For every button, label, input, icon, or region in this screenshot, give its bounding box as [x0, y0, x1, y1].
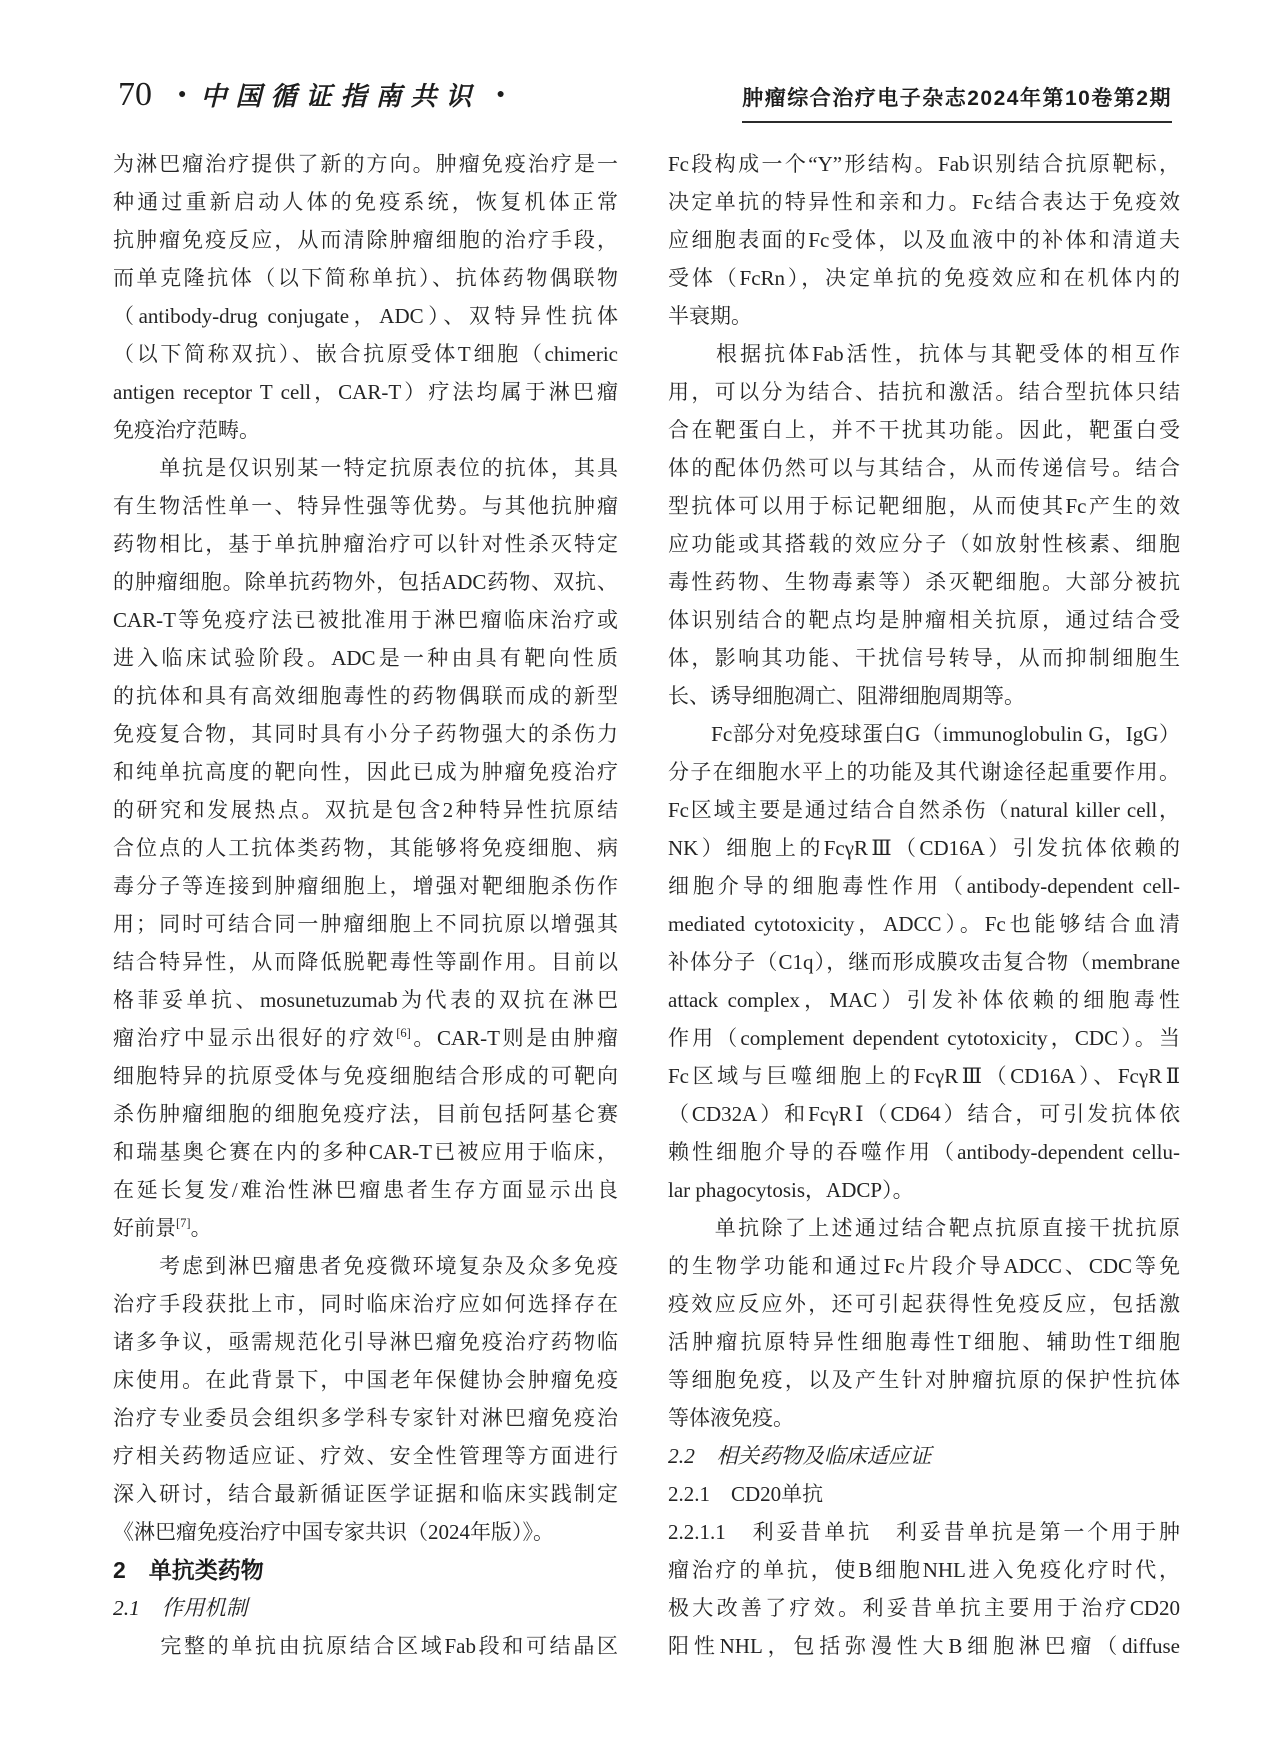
text-line: 分子在细胞水平上的功能及其代谢途径起重要作用。 [668, 760, 1180, 784]
text-line: 的研究和发展热点。双抗是包含2种特异性抗原结 [113, 798, 618, 822]
page-number: 70 [118, 76, 152, 113]
text-line: 种通过重新启动人体的免疫系统，恢复机体正常 [113, 190, 618, 214]
section-heading: 2 单抗类药物 [113, 1557, 264, 1583]
text-line: Fc段构成一个“Y”形结构。Fab识别结合抗原靶标， [668, 152, 1180, 176]
journal-issue-info: 肿瘤综合治疗电子杂志2024年第10卷第2期 [742, 82, 1172, 123]
text-line: 结合特异性，从而降低脱靶毒性等副作用。目前以 [113, 950, 618, 974]
text-line: 为淋巴瘤治疗提供了新的方向。肿瘤免疫治疗是一 [113, 152, 618, 176]
text-line: 阳性NHL，包括弥漫性大B细胞淋巴瘤（diffuse [668, 1634, 1180, 1658]
text-line: 在延长复发/难治性淋巴瘤患者生存方面显示出良 [113, 1178, 618, 1202]
text-line: 用，可以分为结合、拮抗和激活。结合型抗体只结 [668, 380, 1180, 404]
text-line: 应细胞表面的Fc受体，以及血液中的补体和清道夫 [668, 228, 1180, 252]
text-line: 深入研讨，结合最新循证医学证据和临床实践制定 [113, 1482, 618, 1506]
text-line: 的生物学功能和通过Fc片段介导ADCC、CDC等免 [668, 1254, 1180, 1278]
text-line: 等细胞免疫，以及产生针对肿瘤抗原的保护性抗体 [668, 1368, 1180, 1392]
text-line: 毒分子等连接到肿瘤细胞上，增强对靶细胞杀伤作 [113, 874, 618, 898]
text-line: 完整的单抗由抗原结合区域Fab段和可结晶区 [113, 1634, 618, 1658]
article-body [113, 145, 1180, 1665]
paragraph [668, 715, 1180, 1209]
text-line: 免疫治疗范畴。 [113, 418, 260, 442]
paragraph [668, 1513, 1180, 1665]
text-line: 免疫复合物，其同时具有小分子药物强大的杀伤力 [113, 722, 618, 746]
text-line: 抗肿瘤免疫反应，从而清除肿瘤细胞的治疗手段， [113, 228, 618, 252]
paragraph [668, 145, 1180, 335]
paragraph [113, 1627, 618, 1665]
text-line: 的抗体和具有高效细胞毒性的药物偶联而成的新型 [113, 684, 618, 708]
text-line: 药物相比，基于单抗肿瘤治疗可以针对性杀灭特定 [113, 532, 618, 556]
paragraph [113, 145, 618, 449]
text-line: 合在靶蛋白上，并不干扰其功能。因此，靶蛋白受 [668, 418, 1180, 442]
text-line: 单抗是仅识别某一特定抗原表位的抗体，其具 [113, 456, 618, 480]
running-head [118, 76, 1172, 123]
text-line: 体识别结合的靶点均是肿瘤相关抗原，通过结合受 [668, 608, 1180, 632]
text-line: 细胞特异的抗原受体与免疫细胞结合形成的可靶向 [113, 1064, 618, 1088]
text-line: （antibody-drug conjugate，ADC）、双特异性抗体 [113, 304, 618, 328]
text-line: 进入临床试验阶段。ADC是一种由具有靶向性质 [113, 646, 618, 670]
right-column [668, 145, 1180, 1665]
text-line: 作用（complement dependent cytotoxicity，CDC）。当 [668, 1026, 1180, 1050]
text-line: 体的配体仍然可以与其结合，从而传递信号。结合 [668, 456, 1180, 480]
text-line: 补体分子（C1q），继而形成膜攻击复合物（membrane [668, 950, 1180, 974]
text-line: 体，影响其功能、干扰信号转导，从而抑制细胞生 [668, 646, 1180, 670]
text-line: 瘤治疗中显示出很好的疗效[6]。CAR-T则是由肿瘤 [113, 1026, 618, 1050]
text-line: 和瑞基奥仑赛在内的多种CAR-T已被应用于临床， [113, 1140, 618, 1164]
text-line: 疫效应反应外，还可引起获得性免疫反应，包括激 [668, 1292, 1180, 1316]
text-line: （以下简称双抗）、嵌合抗原受体T细胞（chimeric [113, 342, 618, 366]
text-line: 受体（FcRn），决定单抗的免疫效应和在机体内的 [668, 266, 1180, 290]
text-line: CAR-T等免疫疗法已被批准用于淋巴瘤临床治疗或 [113, 608, 618, 632]
text-line: 赖性细胞介导的吞噬作用（antibody-dependent cellu- [668, 1140, 1180, 1164]
text-line: Fc部分对免疫球蛋白G（immunoglobulin G，IgG） [668, 722, 1180, 746]
text-line: 疗相关药物适应证、疗效、安全性管理等方面进行 [113, 1444, 618, 1468]
text-line: 《淋巴瘤免疫治疗中国专家共识（2024年版）》。 [113, 1520, 554, 1544]
text-line: attack complex，MAC）引发补体依赖的细胞毒性 [668, 988, 1180, 1012]
text-line: 合位点的人工抗体类药物，其能够将免疫细胞、病 [113, 836, 618, 860]
section-heading: 2.2.1 CD20单抗 [668, 1482, 824, 1506]
text-line: 而单克隆抗体（以下简称单抗）、抗体药物偶联物 [113, 266, 618, 290]
text-line: （CD32A）和FcγRⅠ（CD64）结合，可引发抗体依 [668, 1102, 1180, 1126]
bullet-icon: ● [178, 87, 187, 102]
text-line: 等体液免疫。 [668, 1406, 794, 1430]
left-column [113, 145, 618, 1665]
text-line: 活肿瘤抗原特异性细胞毒性T细胞、辅助性T细胞 [668, 1330, 1180, 1354]
text-line: mediated cytotoxicity，ADCC）。Fc也能够结合血清 [668, 912, 1180, 936]
text-line: 毒性药物、生物毒素等）杀灭靶细胞。大部分被抗 [668, 570, 1180, 594]
text-line: 诸多争议，亟需规范化引导淋巴瘤免疫治疗药物临 [113, 1330, 618, 1354]
text-line: NK）细胞上的FcγRⅢ（CD16A）引发抗体依赖的 [668, 836, 1180, 860]
text-line: 治疗手段获批上市，同时临床治疗应如何选择存在 [113, 1292, 618, 1316]
text-line: 根据抗体Fab活性，抗体与其靶受体的相互作 [668, 342, 1180, 366]
paragraph [668, 335, 1180, 715]
text-line: 型抗体可以用于标记靶细胞，从而使其Fc产生的效 [668, 494, 1180, 518]
paragraph [668, 1209, 1180, 1437]
text-line: 单抗除了上述通过结合靶点抗原直接干扰抗原 [668, 1216, 1180, 1240]
text-line: 长、诱导细胞凋亡、阻滞细胞周期等。 [668, 684, 1025, 708]
journal-series-title: 中国循证指南共识 [200, 82, 481, 111]
text-line: lar phagocytosis，ADCP）。 [668, 1178, 914, 1202]
text-line: 极大改善了疗效。利妥昔单抗主要用于治疗CD20 [668, 1596, 1180, 1620]
text-line: 治疗专业委员会组织多学科专家针对淋巴瘤免疫治 [113, 1406, 618, 1430]
text-line: 决定单抗的特异性和亲和力。Fc结合表达于免疫效 [668, 190, 1180, 214]
text-line: 的肿瘤细胞。除单抗药物外，包括ADC药物、双抗、 [113, 570, 618, 594]
text-line: Fc区域与巨噬细胞上的FcγRⅢ（CD16A）、FcγRⅡ [668, 1064, 1180, 1088]
text-line: 有生物活性单一、特异性强等优势。与其他抗肿瘤 [113, 494, 618, 518]
bullet-icon: ● [496, 87, 505, 102]
text-line: Fc区域主要是通过结合自然杀伤（natural killer cell， [668, 798, 1180, 822]
section-heading: 2.2 相关药物及临床适应证 [668, 1444, 932, 1468]
text-line: 好前景[7]。 [113, 1216, 212, 1240]
text-line: 考虑到淋巴瘤患者免疫微环境复杂及众多免疫 [113, 1254, 618, 1278]
text-line: 应功能或其搭载的效应分子（如放射性核素、细胞 [668, 532, 1180, 556]
text-line: 床使用。在此背景下，中国老年保健协会肿瘤免疫 [113, 1368, 618, 1392]
paragraph [113, 1247, 618, 1551]
running-head-left [118, 76, 505, 113]
text-line: 细胞介导的细胞毒性作用（antibody-dependent cell- [668, 874, 1180, 898]
text-line: antigen receptor T cell，CAR-T）疗法均属于淋巴瘤 [113, 380, 618, 404]
text-line: 和纯单抗高度的靶向性，因此已成为肿瘤免疫治疗 [113, 760, 618, 784]
text-line: 半衰期。 [668, 304, 752, 328]
text-line: 瘤治疗的单抗，使B细胞NHL进入免疫化疗时代， [668, 1558, 1180, 1582]
text-line: 格菲妥单抗、mosunetuzumab为代表的双抗在淋巴 [113, 988, 618, 1012]
paragraph [113, 449, 618, 1247]
text-line: 用；同时可结合同一肿瘤细胞上不同抗原以增强其 [113, 912, 618, 936]
text-line: 2.2.1.1 利妥昔单抗 利妥昔单抗是第一个用于肿 [668, 1520, 1180, 1544]
section-heading: 2.1 作用机制 [113, 1596, 248, 1620]
text-line: 杀伤肿瘤细胞的细胞免疫疗法，目前包括阿基仑赛 [113, 1102, 618, 1126]
